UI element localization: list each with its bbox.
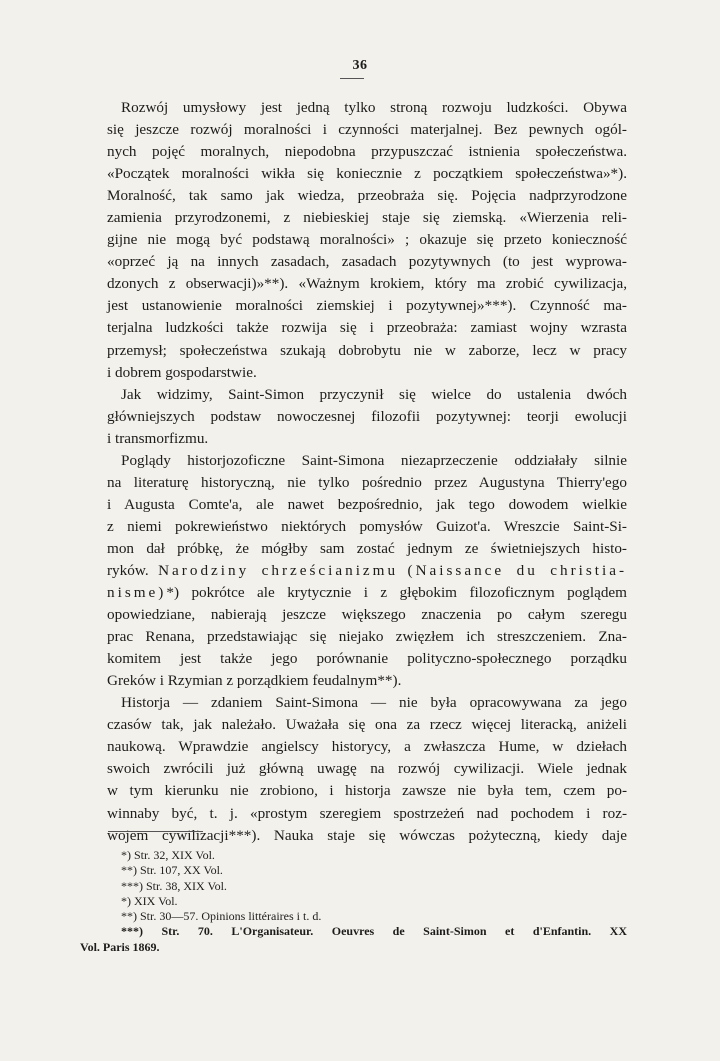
text-line-with-title [107, 582, 627, 604]
text-line: zamienia przyrodzonemi, z niebieskiej staje się ziemską. «Wierzenia reli- [107, 209, 627, 227]
footnote: **) Str. 30—57. Opinions littéraires i t. d. [121, 909, 322, 924]
text-line: swoich zwrócili już główną uwagę na rozwój cywilizacji. Wiele jednak [107, 760, 627, 778]
text-line: «Początek moralności wikła się koniecznie z początkiem społeczeństwa»*). [107, 165, 627, 183]
text-line-with-title [107, 560, 627, 582]
text-line: i transmorfizmu. [107, 429, 209, 447]
text-line: na literaturę historyczną, nie tylko pośrednio przez Augustyna Thierry'ego [107, 473, 627, 491]
text-line: z niemi pokrewieństwo niektórych pomysłów Guizot'a. Wreszcie Saint-Si- [107, 517, 627, 535]
footnote-continuation: Vol. Paris 1869. [80, 939, 160, 954]
page-number: 36 [352, 58, 368, 73]
text-line: się jeszcze rozwój moralności i czynności materjalnej. Bez pewnych ogól- [107, 121, 627, 139]
footnote: *) XIX Vol. [121, 893, 178, 908]
text-line: naukową. Wprawdzie angielscy historycy, a zwłaszcza Hume, w dziełach [107, 738, 627, 756]
text-line: terjalna ludzkości także rozwija się i przeobraża: zamiast wojny wzrasta [107, 319, 627, 337]
book-title: Narodziny chrześcianizmu [158, 561, 399, 579]
text-line: nych pojęć moralnych, niepodobna przypuszczać istnienia społeczeństwa. [107, 143, 627, 161]
text-line: mon dał próbkę, że mógłby sam zostać jednym ze świetniejszych histo- [107, 539, 627, 557]
text-line: przemysł; społeczeństwa szukają dobrobytu nie w zaborze, lecz w pracy [107, 341, 627, 359]
body-text [107, 97, 627, 847]
footnote: ***) Str. 70. L'Organisateur. Oeuvres de Saint-Simon et d'Enfantin. XX [121, 924, 627, 939]
text-line: Jak widzimy, Saint-Simon przyczynił się wielce do ustalenia dwóch [121, 385, 627, 403]
text-line: i dobrem gospodarstwie. [107, 363, 257, 381]
text-line: komitem jest także jego porównanie polityczno-społecznego porządku [107, 650, 627, 668]
text-line: Historja — zdaniem Saint-Simona — nie była opracowywana za jego [121, 694, 627, 712]
page-number-underline [340, 78, 364, 79]
text-line: prac Renana, przedstawiając się niejako zwięzłem ich streszczeniem. Zna- [107, 628, 627, 646]
text-line: Moralność, tak samo jak wiedza, przeobraża się. Pojęcia nadprzyrodzone [107, 187, 627, 205]
book-title-original-end: nisme) [107, 584, 167, 602]
text-line: i Augusta Comte'a, ale nawet bezpośrednio, jak tego dowodem wielkie [107, 495, 627, 513]
footnote: ***) Str. 38, XIX Vol. [121, 878, 227, 893]
text-line: opowiedziane, nabierają jeszcze większego znaczenia po całym szeregu [107, 606, 627, 624]
text-line: winnaby być, t. j. «prostym szeregiem spostrzeżeń nad pochodem i roz- [107, 804, 627, 822]
text-line: w tym kierunku nie zrobiono, i historja zawsze nie była tem, czem po- [107, 782, 627, 800]
text-line: czasów tak, jak należało. Uważała się ona za rzecz więcej literacką, aniżeli [107, 716, 627, 734]
text-line: jest ustanowienie moralności ziemskiej i pozytywnej»***). Czynność ma- [107, 297, 627, 315]
text-line: gijne nie mogą być podstawą moralności» ; okazuje się przeto konieczność [107, 231, 627, 249]
footnote-separator [108, 831, 203, 832]
text-line: «oprzeć ją na innych zasadach, zasadach pozytywnych (to jest wyprowa- [107, 253, 627, 271]
text-line: dzonych z obserwacji)»**). «Ważnym krokiem, który ma zrobić cywilizacja, [107, 275, 627, 293]
text-line: Greków i Rzymian z porządkiem feudalnym**). [107, 672, 402, 690]
footnote: *) Str. 32, XIX Vol. [121, 848, 215, 862]
book-title-original: (Naissance du christia- [407, 561, 627, 579]
text-line: Rozwój umysłowy jest jedną tylko stroną rozwoju ludzkości. Obywa [121, 99, 627, 116]
footnotes [80, 848, 627, 955]
footnote: **) Str. 107, XX Vol. [121, 863, 223, 878]
text-fragment: ryków. [107, 561, 149, 579]
text-line: główniejszych podstaw nowoczesnej filozofii pozytywnej: teorji ewolucji [107, 407, 627, 425]
text-fragment: *) pokrótce ale krytycznie i z głębokim filozoficznym poglądem [166, 584, 627, 602]
text-line: Poglądy historjozoficzne Saint-Simona niezaprzeczenie oddziałały silnie [121, 451, 627, 469]
text-line: wojem cywilizacji***). Nauka staje się wówczas pożyteczną, kiedy daje [107, 826, 627, 844]
